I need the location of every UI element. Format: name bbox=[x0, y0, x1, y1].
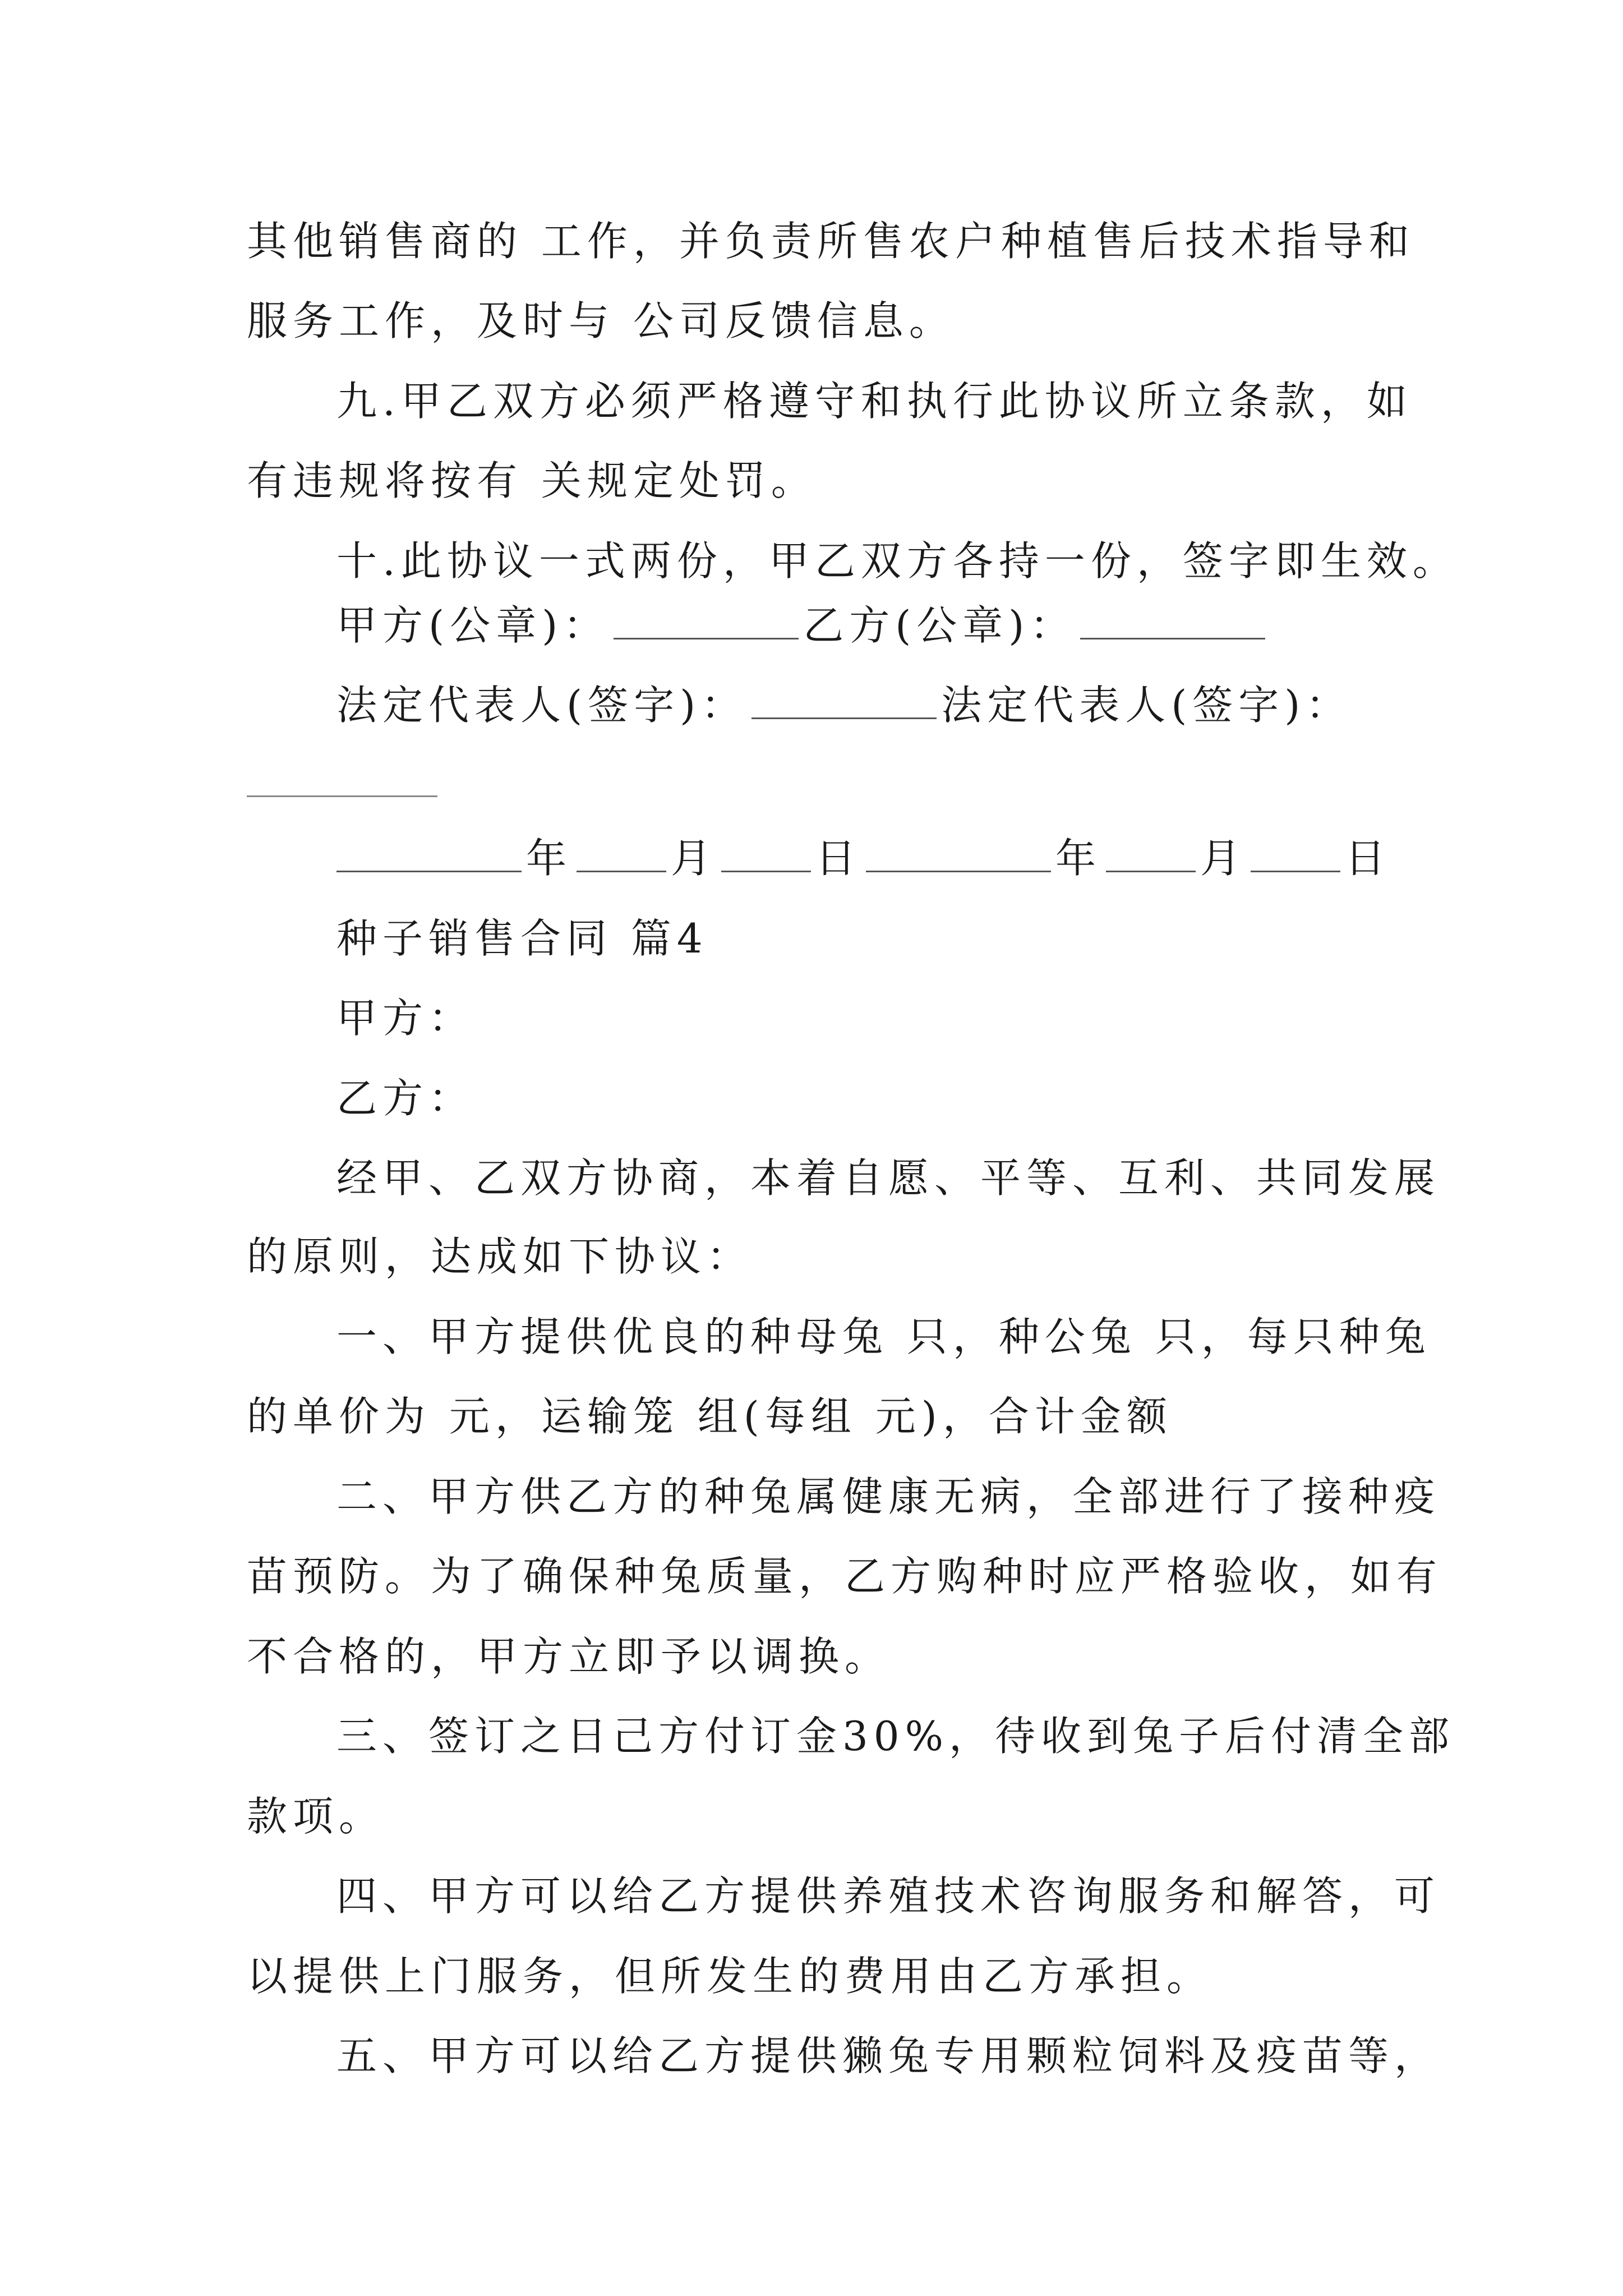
paragraph-line: 服务工作，及时与 公司反馈信息。 bbox=[247, 297, 955, 344]
party-a-rep-label: 法定代表人(签字)： bbox=[336, 682, 748, 729]
signature-blank-rule bbox=[247, 795, 437, 797]
party-a-line: 甲方： bbox=[336, 995, 475, 1042]
clause-nine-line: 九.甲乙双方必须严格遵守和执行此协议所立条款，如 bbox=[336, 378, 1413, 425]
party-b-rep-label: 法定代表人(签字)： bbox=[941, 682, 1352, 729]
party-a-seal-blank bbox=[614, 597, 799, 639]
year-blank bbox=[866, 830, 1051, 872]
paragraph-line: 其他销售商的 工作，并负责所售农户种植售后技术指导和 bbox=[247, 218, 1415, 265]
day-blank bbox=[1251, 830, 1340, 872]
signature-seal-line bbox=[336, 597, 1270, 654]
month-label: 月 bbox=[1200, 835, 1247, 882]
month-blank bbox=[577, 830, 666, 872]
party-b-line: 乙方： bbox=[336, 1075, 475, 1122]
month-label: 月 bbox=[671, 835, 717, 882]
party-a-rep-blank bbox=[751, 677, 937, 719]
intro-line: 的原则，达成如下协议： bbox=[247, 1233, 753, 1280]
month-blank bbox=[1106, 830, 1196, 872]
clause-ten-line: 十.此协议一式两份，甲乙双方各持一份，签字即生效。 bbox=[336, 537, 1459, 585]
clause-four-line: 四、甲方可以给乙方提供养殖技术咨询服务和解答，可 bbox=[336, 1872, 1441, 1920]
year-blank bbox=[336, 830, 522, 872]
intro-line: 经甲、乙双方协商，本着自愿、平等、互利、共同发展 bbox=[336, 1154, 1441, 1202]
clause-four-line: 以提供上门服务，但所发生的费用由乙方承担。 bbox=[247, 1953, 1213, 2000]
clause-two-line: 不合格的，甲方立即予以调换。 bbox=[247, 1633, 891, 1680]
clause-two-line: 苗预防。为了确保种兔质量，乙方购种时应严格验收，如有 bbox=[247, 1553, 1443, 1600]
day-blank bbox=[721, 830, 811, 872]
paragraph-line: 有违规将按有 关规定处罚。 bbox=[247, 457, 817, 504]
year-label: 年 bbox=[1055, 835, 1102, 882]
date-line bbox=[336, 830, 1391, 886]
day-label: 日 bbox=[1345, 835, 1391, 882]
clause-one-line: 一、甲方提供优良的种母兔 只，种公兔 只，每只种兔 bbox=[336, 1313, 1431, 1360]
party-a-seal-label: 甲方(公章)： bbox=[336, 602, 610, 649]
party-b-seal-label: 乙方(公章)： bbox=[803, 602, 1076, 649]
party-b-seal-blank bbox=[1080, 597, 1265, 639]
year-label: 年 bbox=[526, 835, 573, 882]
day-label: 日 bbox=[815, 835, 862, 882]
clause-two-line: 二、甲方供乙方的种兔属健康无病，全部进行了接种疫 bbox=[336, 1473, 1441, 1520]
clause-three-line: 款项。 bbox=[247, 1793, 385, 1840]
clause-five-line: 五、甲方可以给乙方提供獭兔专用颗粒饲料及疫苗等， bbox=[336, 2032, 1441, 2079]
signature-rep-line bbox=[336, 677, 1352, 733]
clause-one-line: 的单价为 元，运输笼 组(每组 元)，合计金额 bbox=[247, 1393, 1173, 1440]
section-title: 种子销售合同 篇4 bbox=[336, 915, 708, 962]
clause-three-line: 三、签订之日己方付订金30%，待收到兔子后付清全部 bbox=[336, 1713, 1455, 1760]
